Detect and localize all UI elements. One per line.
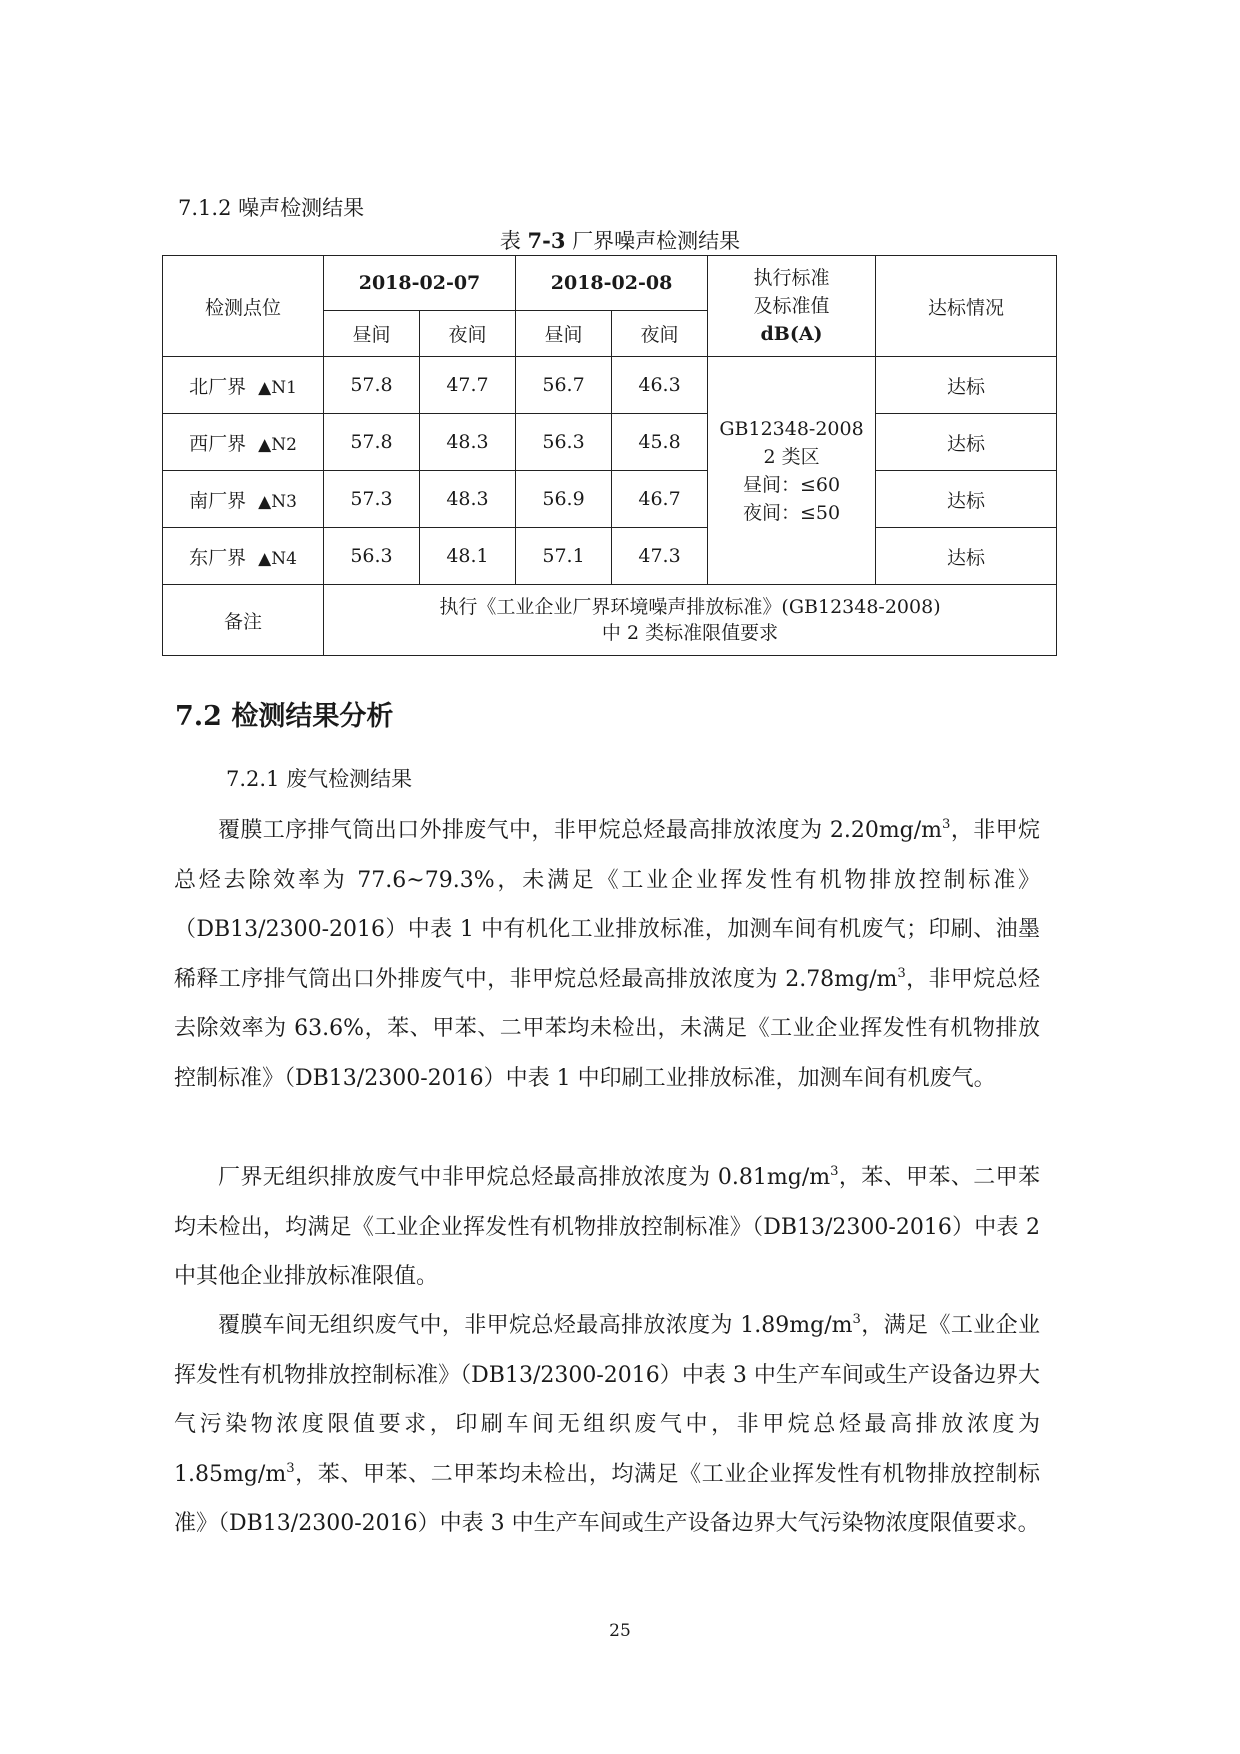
table-remark-row (163, 585, 1057, 656)
cell-value: 56.3 (516, 414, 612, 471)
remark-label: 备注 (163, 585, 324, 656)
remark-content (324, 585, 1057, 656)
cell-value: 46.7 (612, 471, 708, 528)
remark-line-2: 中 2 类标准限值要求 (601, 622, 779, 644)
header-night-1: 夜间 (420, 311, 516, 357)
cell-status: 达标 (876, 357, 1057, 414)
paragraph-boundary-emission (174, 1153, 1040, 1302)
section-heading-analysis: 7.2 检测结果分析 (175, 701, 394, 732)
cell-value: 56.9 (516, 471, 612, 528)
header-date-1: 2018-02-07 (324, 256, 516, 311)
point-code: ▲N3 (258, 491, 297, 512)
table-header-row (163, 256, 1057, 311)
para1-superscript-1: 3 (942, 816, 951, 832)
cell-status: 达标 (876, 414, 1057, 471)
caption-number: 7-3 (527, 228, 566, 253)
header-standard-line2: 及标准值 (753, 295, 830, 317)
para1-text-b: ，非甲烷总烃去除效率为 77.6~79.3%，未满足《工业企业挥发性有机物排放控制标准》（DB13/2300-2016）中表 1 中有机化工业排放标准，加测车间有机废气；印刷、油墨稀释工序排气筒出口外排废气中，非甲烷总烃最高排放浓度为 2.78mg/m (174, 818, 1040, 992)
standard-class: 2 类区 (763, 445, 820, 468)
cell-status: 达标 (876, 528, 1057, 585)
page-number: 25 (609, 1621, 631, 1641)
header-standard-line1: 执行标准 (753, 267, 830, 289)
para3-text-a: 覆膜车间无组织废气中，非甲烷总烃最高排放浓度为 1.89mg/m (218, 1313, 853, 1338)
cell-point (163, 528, 324, 585)
cell-standard-value (708, 357, 876, 585)
para2-text-b: ，苯、甲苯、二甲苯均未检出，均满足《工业企业挥发性有机物排放控制标准》（DB13/2300-2016）中表 2 中其他企业排放标准限值。 (174, 1165, 1040, 1289)
table-row (163, 357, 1057, 414)
cell-point (163, 414, 324, 471)
header-standard (708, 256, 876, 357)
standard-code: GB12348-2008 (719, 417, 864, 440)
point-name: 西厂界 (189, 432, 247, 455)
table-row (163, 471, 1057, 528)
cell-point (163, 357, 324, 414)
point-code: ▲N2 (258, 434, 297, 455)
paragraph-exhaust-outlet (174, 806, 1040, 1103)
header-night-2: 夜间 (612, 311, 708, 357)
para1-text-c: ，非甲烷总烃去除效率为 63.6%，苯、甲苯、二甲苯均未检出，未满足《工业企业挥发性有机物排放控制标准》（DB13/2300-2016）中表 1 中印刷工业排放标准，加测车间有机废气。 (174, 966, 1040, 1091)
point-name: 东厂界 (189, 546, 247, 569)
cell-value: 57.3 (324, 471, 420, 528)
header-standard-unit: dB(A) (760, 323, 823, 345)
para3-superscript-2: 3 (286, 1460, 295, 1476)
point-code: ▲N1 (258, 377, 297, 398)
cell-value: 47.3 (612, 528, 708, 585)
cell-value: 48.3 (420, 471, 516, 528)
para1-text-a: 覆膜工序排气筒出口外排废气中，非甲烷总烃最高排放浓度为 2.20mg/m (218, 818, 943, 843)
standard-night-limit: 夜间：≤50 (742, 501, 841, 524)
standard-day-limit: 昼间：≤60 (742, 473, 841, 496)
caption-title: 厂界噪声检测结果 (572, 229, 741, 253)
table-row (163, 528, 1057, 585)
para1-superscript-2: 3 (897, 965, 906, 981)
header-point: 检测点位 (163, 256, 324, 357)
cell-value: 57.1 (516, 528, 612, 585)
cell-value: 46.3 (612, 357, 708, 414)
para3-text-c: ，苯、甲苯、二甲苯均未检出，均满足《工业企业挥发性有机物排放控制标准》（DB13/2300-2016）中表 3 中生产车间或生产设备边界大气污染物浓度限值要求。 (174, 1461, 1040, 1536)
point-name: 北厂界 (189, 375, 247, 398)
caption-prefix: 表 (499, 229, 521, 253)
cell-value: 47.7 (420, 357, 516, 414)
table-row (163, 414, 1057, 471)
cell-point (163, 471, 324, 528)
subheading-exhaust-results: 7.2.1 废气检测结果 (226, 767, 413, 791)
table-caption (0, 225, 1240, 255)
header-day-2: 昼间 (516, 311, 612, 357)
para3-superscript-1: 3 (852, 1311, 861, 1327)
noise-results-table (162, 255, 1057, 656)
paragraph-workshop-emission (174, 1301, 1040, 1549)
point-code: ▲N4 (258, 548, 297, 569)
para3-text-b: ，满足《工业企业挥发性有机物排放控制标准》（DB13/2300-2016）中表 3 中生产车间或生产设备边界大气污染物浓度限值要求，印刷车间无组织废气中，非甲烷总烃最高排放浓度为 1.85mg/m (174, 1313, 1040, 1487)
cell-value: 48.1 (420, 528, 516, 585)
para2-superscript-1: 3 (830, 1163, 839, 1179)
point-name: 南厂界 (189, 489, 247, 512)
header-date-2: 2018-02-08 (516, 256, 708, 311)
para2-text-a: 厂界无组织排放废气中非甲烷总烃最高排放浓度为 0.81mg/m (218, 1165, 831, 1190)
cell-value: 57.8 (324, 357, 420, 414)
cell-status: 达标 (876, 471, 1057, 528)
cell-value: 56.3 (324, 528, 420, 585)
remark-line-1: 执行《工业企业厂界环境噪声排放标准》(GB12348-2008) (439, 596, 941, 618)
header-status: 达标情况 (876, 256, 1057, 357)
cell-value: 45.8 (612, 414, 708, 471)
cell-value: 56.7 (516, 357, 612, 414)
cell-value: 57.8 (324, 414, 420, 471)
header-day-1: 昼间 (324, 311, 420, 357)
subheading-noise-results: 7.1.2 噪声检测结果 (178, 196, 365, 220)
cell-value: 48.3 (420, 414, 516, 471)
